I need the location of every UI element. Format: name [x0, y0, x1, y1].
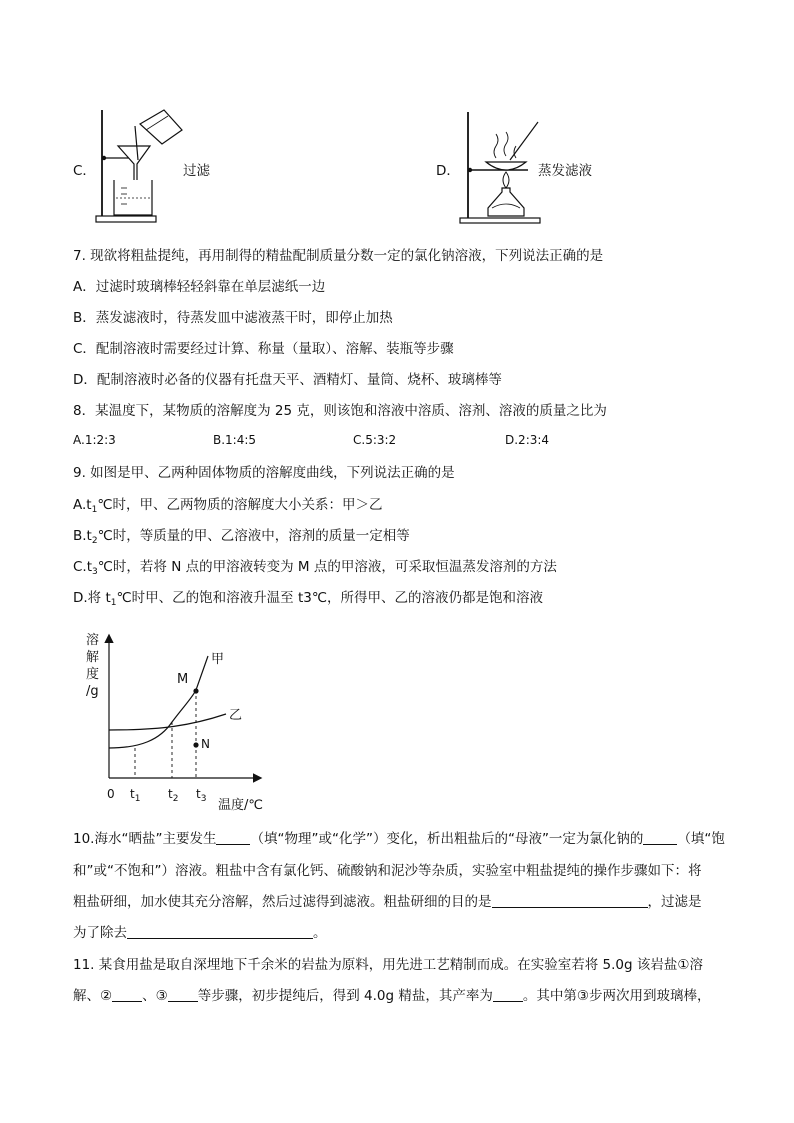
filtration-apparatus-figure — [94, 104, 190, 226]
curve-jia — [109, 656, 208, 748]
question-8-option-b: B.1:4:5 — [213, 433, 257, 447]
question-10-line-4: 为了除去 。 — [73, 925, 327, 941]
y-axis-label: 溶 解 度 /g — [86, 633, 100, 699]
option-d-letter: D． — [436, 163, 460, 179]
answer-blank[interactable] — [493, 987, 523, 1002]
curve-yi-label: 乙 — [229, 708, 243, 723]
question-9-option-c: $C.t_3℃$时，若将 N 点的甲溶液转变为 M 点的甲溶液，可采取恒温蒸发溶剂的方法 — [73, 559, 557, 577]
tick-t2: $t_2$ — [168, 787, 179, 804]
question-8-option-d: D.2:3:4 — [505, 433, 550, 447]
point-n-label: N — [201, 737, 210, 751]
question-11-line-2: 解、② 、③ 等步骤，初步提纯后，得到 4.0g 精盐，其产率为 。其中第③步两次用到玻璃棒， — [73, 988, 711, 1004]
option-c-letter: C． — [73, 163, 96, 179]
question-8-option-a: A.1:2:3 — [73, 433, 116, 447]
answer-blank[interactable] — [168, 987, 198, 1002]
answer-blank[interactable] — [112, 987, 142, 1002]
question-8-option-c: C.5:3:2 — [353, 433, 397, 447]
origin-label: 0 — [107, 787, 115, 801]
answer-blank[interactable] — [127, 924, 313, 939]
x-axis-label: 温度/℃ — [218, 798, 263, 813]
solubility-curve-graph — [80, 630, 280, 815]
question-9-stem: 9. 如图是甲、乙两种固体物质的溶解度曲线，下列说法正确的是 — [73, 465, 455, 481]
question-7-option-c: C．配制溶液时需要经过计算、称量（量取）、溶解、装瓶等步骤 — [73, 341, 454, 357]
question-10-line-2: 和”或“不饱和”）溶液。粗盐中含有氯化钙、硫酸钠和泥沙等杂质，实验室中粗盐提纯的操作步骤如下：将 — [73, 863, 702, 879]
question-7-option-a: A．过滤时玻璃棒轻轻斜靠在单层滤纸一边 — [73, 279, 326, 295]
question-7-stem: 7. 现欲将粗盐提纯，再用制得的精盐配制质量分数一定的氯化钠溶液，下列说法正确的是 — [73, 248, 604, 264]
tick-t3: $t_3$ — [196, 787, 207, 804]
answer-blank[interactable] — [492, 893, 648, 908]
answer-blank[interactable] — [216, 830, 250, 845]
point-n-marker — [193, 742, 198, 747]
point-m-marker — [193, 688, 198, 693]
option-d-label: 蒸发滤液 — [538, 163, 592, 179]
tick-t1: $t_1$ — [130, 787, 141, 804]
point-m-label: M — [177, 672, 189, 687]
curve-jia-label: 甲 — [211, 652, 225, 667]
question-7-option-b: B．蒸发滤液时，待蒸发皿中滤液蒸干时，即停止加热 — [73, 310, 393, 326]
answer-blank[interactable] — [643, 830, 677, 845]
question-9-option-b: $B.t_2℃$时，等质量的甲、乙溶液中，溶剂的质量一定相等 — [73, 528, 410, 546]
option-c-label: 过滤 — [183, 163, 210, 179]
question-9-option-a: $A.t_1℃$时，甲、乙两物质的溶解度大小关系：甲＞乙 — [73, 497, 383, 515]
question-8-stem: 8．某温度下，某物质的溶解度为 25 克，则该饱和溶液中溶质、溶剂、溶液的质量之比为 — [73, 403, 607, 419]
question-11-line-1: 11. 某食用盐是取自深埋地下千余米的岩盐为原料，用先进工艺精制而成。在实验室若将 5.0g 该岩盐①溶 — [73, 957, 703, 973]
question-7-option-d: D．配制溶液时必备的仪器有托盘天平、酒精灯、量筒、烧杯、玻璃棒等 — [73, 372, 502, 388]
question-10-line-1: 10.海水“晒盐”主要发生 （填“物理”或“化学”）变化，析出粗盐后的“母液”一定为氯化钠的 （填“饱 — [73, 831, 725, 847]
question-9-option-d: D.将 $t_1℃$时甲、乙的饱和溶液升温至 t3℃，所得甲、乙的溶液仍都是饱和溶液 — [73, 590, 544, 608]
evaporation-apparatus-figure — [458, 108, 544, 226]
question-10-line-3: 粗盐研细，加水使其充分溶解，然后过滤得到滤液。粗盐研细的目的是 ，过滤是 — [73, 894, 702, 910]
